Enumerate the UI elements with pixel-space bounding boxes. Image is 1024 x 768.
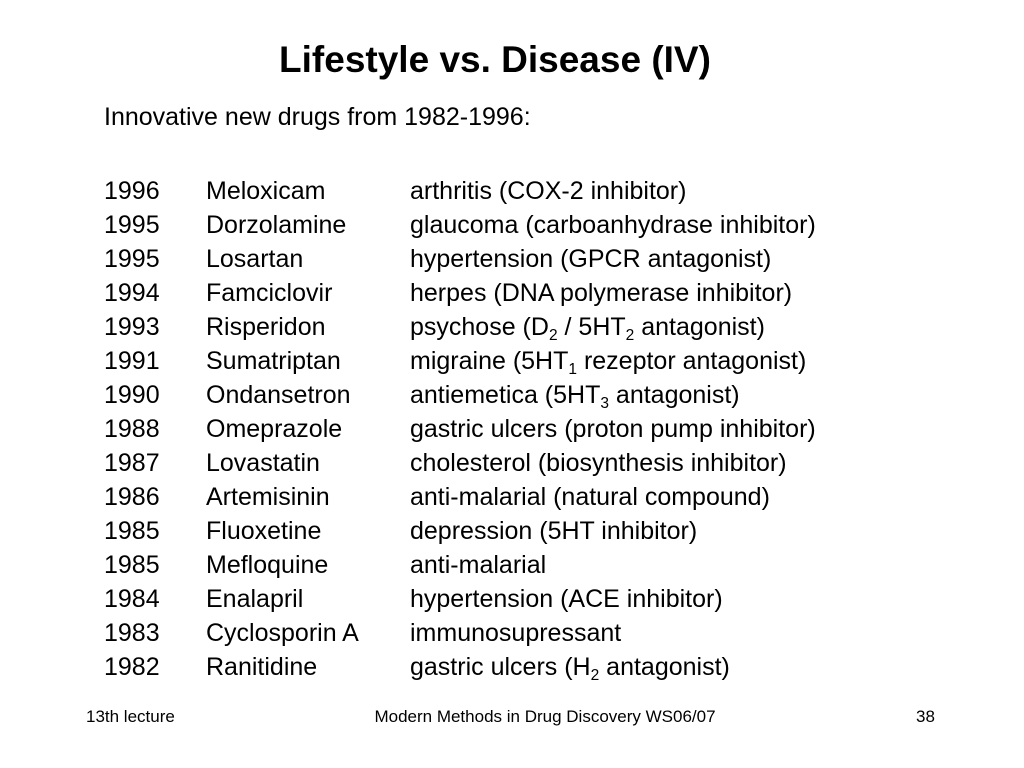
drug-name: Enalapril (206, 585, 304, 613)
table-row (104, 616, 924, 650)
drug-year: 1982 (104, 653, 160, 681)
drug-name: Omeprazole (206, 415, 343, 443)
table-row (104, 412, 924, 446)
slide-title: Lifestyle vs. Disease (IV) (279, 39, 711, 80)
drug-indication (410, 446, 924, 480)
table-row (104, 208, 924, 242)
slide-subtitle: Innovative new drugs from 1982-1996: (104, 103, 531, 131)
drug-year: 1986 (104, 483, 160, 511)
drug-year: 1996 (104, 177, 160, 205)
indication-text: gastric ulcers (proton pump inhibitor) (410, 415, 816, 443)
indication-text: antiemetica (5HT (410, 381, 601, 409)
drug-name: Fluoxetine (206, 517, 322, 545)
drug-year: 1991 (104, 347, 160, 375)
drug-year: 1985 (104, 551, 160, 579)
indication-text: antagonist) (599, 653, 730, 681)
drug-indication (410, 548, 924, 582)
drug-year: 1983 (104, 619, 160, 647)
drug-indication (410, 344, 924, 378)
drug-name: Artemisinin (206, 483, 330, 511)
indication-text: glaucoma (carboanhydrase inhibitor) (410, 211, 816, 239)
drug-indication (410, 378, 924, 412)
drug-name: Meloxicam (206, 177, 326, 205)
indication-text: herpes (DNA polymerase inhibitor) (410, 279, 793, 307)
table-row (104, 514, 924, 548)
drug-year: 1993 (104, 313, 160, 341)
table-row (104, 174, 924, 208)
footer-course: Modern Methods in Drug Discovery WS06/07 (374, 707, 716, 726)
drug-indication (410, 412, 924, 446)
subscript-text: 2 (625, 326, 635, 344)
indication-text: migraine (5HT (410, 347, 569, 375)
table-row (104, 378, 924, 412)
table-row (104, 548, 924, 582)
drug-name: Famciclovir (206, 279, 333, 307)
drug-indication (410, 514, 924, 548)
indication-text: psychose (D (410, 313, 549, 341)
indication-text: depression (5HT inhibitor) (410, 517, 698, 545)
table-row (104, 480, 924, 514)
drug-indication (410, 208, 924, 242)
indication-text: gastric ulcers (H (410, 653, 591, 681)
table-row (104, 582, 924, 616)
indication-text: anti-malarial (410, 551, 547, 579)
drug-indication (410, 582, 924, 616)
indication-text: / 5HT (557, 313, 626, 341)
footer-lecture: 13th lecture (86, 707, 175, 726)
drug-year: 1984 (104, 585, 160, 613)
table-row (104, 276, 924, 310)
indication-text: antagonist) (608, 381, 740, 409)
footer-page-number: 38 (916, 707, 935, 726)
drug-name: Lovastatin (206, 449, 320, 477)
drug-indication (410, 310, 924, 344)
table-row (104, 242, 924, 276)
subscript-text: 3 (600, 394, 609, 412)
subscript-text: 2 (548, 326, 558, 344)
drug-year: 1994 (104, 279, 160, 307)
table-row (104, 446, 924, 480)
subscript-text: 2 (590, 666, 600, 684)
drug-name: Sumatriptan (206, 347, 341, 375)
indication-text: antagonist) (634, 313, 765, 341)
drug-table (104, 174, 924, 684)
drug-indication (410, 276, 924, 310)
drug-indication (410, 616, 924, 650)
drug-indication (410, 242, 924, 276)
drug-year: 1995 (104, 245, 160, 273)
drug-name: Ranitidine (206, 653, 318, 681)
indication-text: immunosupressant (410, 619, 622, 647)
indication-text: hypertension (ACE inhibitor) (410, 585, 723, 613)
drug-name: Cyclosporin A (206, 619, 359, 647)
drug-year: 1990 (104, 381, 160, 409)
drug-year: 1985 (104, 517, 160, 545)
drug-year: 1987 (104, 449, 160, 477)
drug-year: 1995 (104, 211, 160, 239)
indication-text: rezeptor antagonist) (577, 347, 807, 375)
drug-indication (410, 174, 924, 208)
drug-name: Mefloquine (206, 551, 329, 579)
table-row (104, 310, 924, 344)
drug-name: Losartan (206, 245, 304, 273)
indication-text: cholesterol (biosynthesis inhibitor) (410, 449, 787, 477)
drug-name: Dorzolamine (206, 211, 347, 239)
drug-name: Ondansetron (206, 381, 351, 409)
table-row (104, 650, 924, 684)
indication-text: anti-malarial (natural compound) (410, 483, 770, 511)
drug-indication (410, 480, 924, 514)
drug-year: 1988 (104, 415, 160, 443)
drug-indication (410, 650, 924, 684)
drug-name: Risperidon (206, 313, 326, 341)
indication-text: hypertension (GPCR antagonist) (410, 245, 772, 273)
table-row (104, 344, 924, 378)
subscript-text: 1 (568, 360, 577, 378)
indication-text: arthritis (COX-2 inhibitor) (410, 177, 687, 205)
